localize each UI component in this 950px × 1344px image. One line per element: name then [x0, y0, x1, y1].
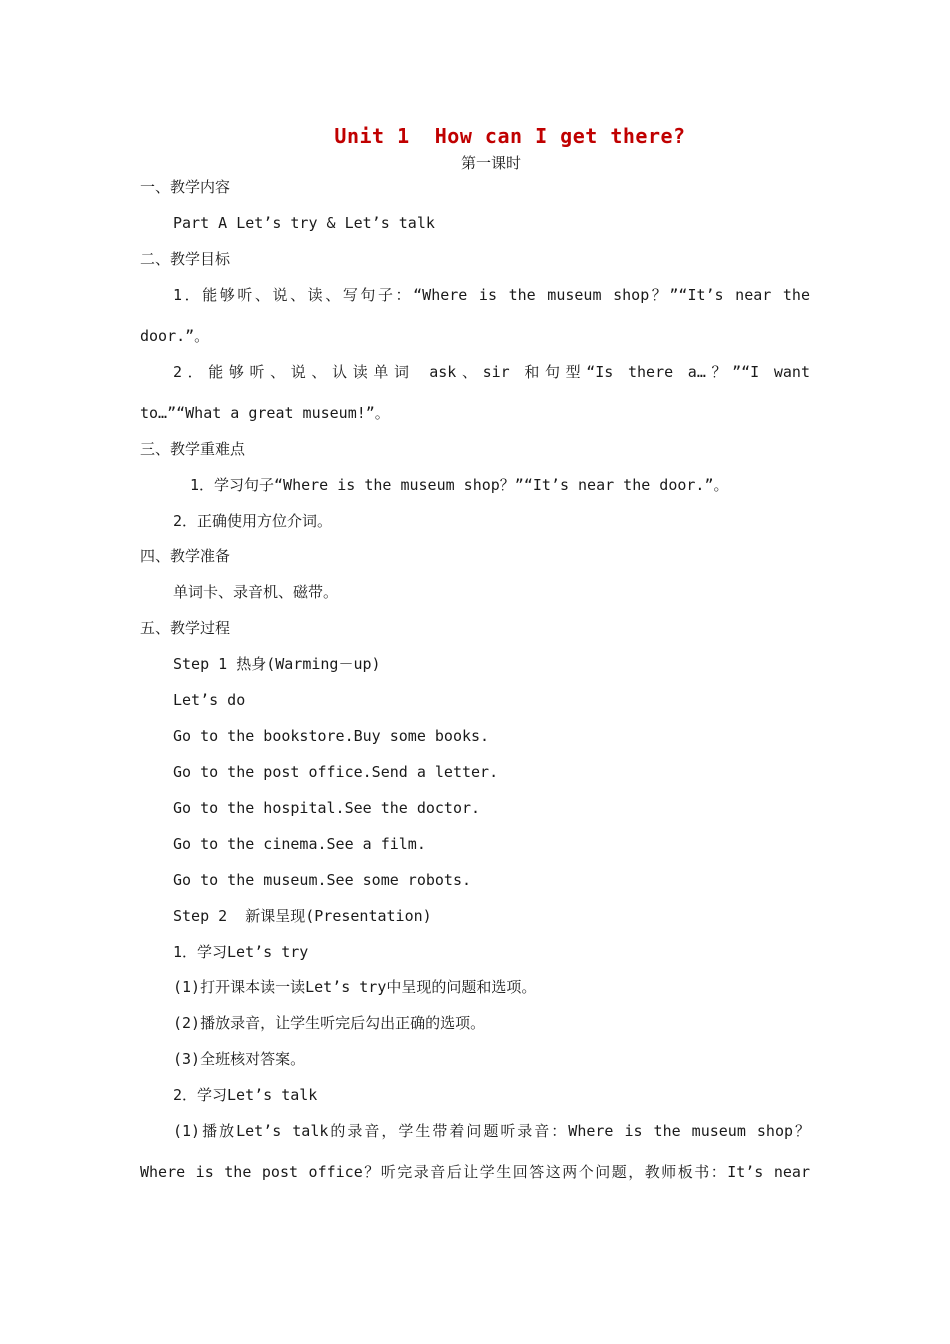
paragraph: 1．能够听、说、读、写句子：“Where is the museum shop？”“It’s near the — [173, 286, 810, 304]
section-heading: 三、教学重难点 — [140, 440, 246, 458]
section-heading: 一、教学内容 — [140, 178, 231, 196]
paragraph: Step 1 热身(Warming－up) — [173, 655, 381, 673]
lesson-subtitle: 第一课时 — [460, 154, 521, 172]
section-heading: 二、教学目标 — [140, 250, 231, 268]
paragraph: Step 2 新课呈现(Presentation) — [173, 907, 432, 925]
paragraph: 2．学习Let’s talk — [173, 1086, 318, 1104]
paragraph: (2)播放录音，让学生听完后勾出正确的选项。 — [173, 1014, 486, 1032]
paragraph: Go to the post office.Send a letter. — [173, 763, 499, 781]
paragraph: to…”“What a great museum!”。 — [140, 404, 390, 422]
paragraph: 2．能够听、说、认读单词 ask、sir 和句型“Is there a…？”“I want — [173, 363, 810, 381]
section-heading: 五、教学过程 — [140, 619, 231, 637]
paragraph: Part A Let’s try & Let’s talk — [173, 214, 435, 232]
paragraph: 单词卡、录音机、磁带。 — [173, 583, 339, 601]
paragraph: Let’s do — [173, 691, 246, 709]
paragraph: Go to the bookstore.Buy some books. — [173, 727, 490, 745]
paragraph: Go to the museum.See some robots. — [173, 871, 472, 889]
paragraph: Go to the cinema.See a film. — [173, 835, 426, 853]
paragraph: Go to the hospital.See the doctor. — [173, 799, 481, 817]
paragraph: Where is the post office？听完录音后让学生回答这两个问题，教师板书：It’s near — [140, 1163, 810, 1181]
document-title: Unit 1 How can I get there? — [334, 124, 686, 148]
paragraph: door.”。 — [140, 327, 210, 345]
paragraph: 2．正确使用方位介词。 — [173, 512, 333, 530]
paragraph: 1．学习句子“Where is the museum shop？”“It’s near the door.”。 — [190, 476, 729, 494]
paragraph: (1)打开课本读一读Let’s try中呈现的问题和选项。 — [173, 978, 537, 996]
paragraph: 1．学习Let’s try — [173, 943, 309, 961]
section-heading: 四、教学准备 — [140, 547, 231, 565]
paragraph: (1)播放Let’s talk的录音，学生带着问题听录音：Where is the museum shop？ — [173, 1122, 810, 1140]
paragraph: (3)全班核对答案。 — [173, 1050, 306, 1068]
